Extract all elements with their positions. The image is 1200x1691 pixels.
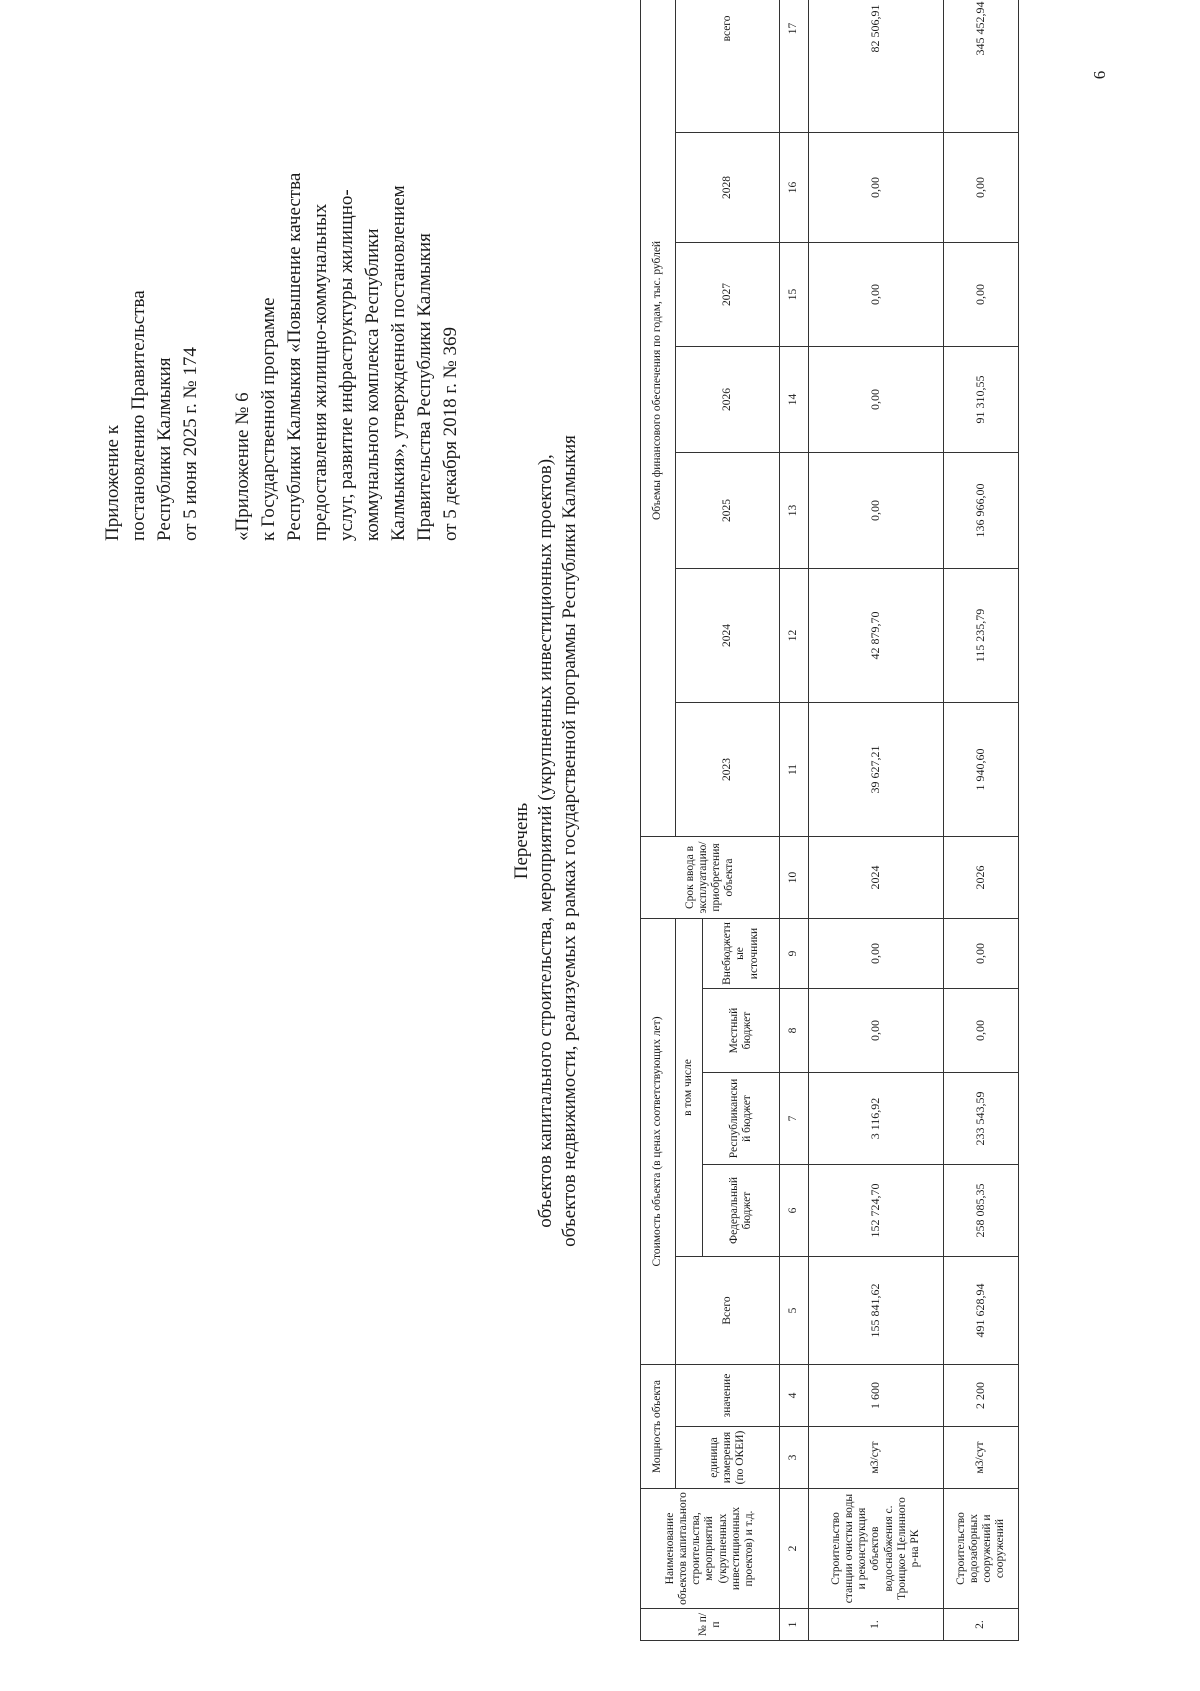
row-2026: 0,00 <box>809 346 944 452</box>
annex-line: предоставления жилищно-коммунальных <box>310 203 331 541</box>
row-num: 2. <box>944 1609 1019 1641</box>
table-row <box>944 0 1019 1641</box>
header-row <box>641 0 676 1641</box>
approval-line: от 5 июня 2025 г. № 174 <box>180 347 201 541</box>
row-unit: м3/сут <box>809 1427 944 1489</box>
annex-line: Правительства Республики Калмыкия <box>414 233 435 541</box>
header-offbudget: Внебюджетные источники <box>703 918 780 988</box>
header-total: Всего <box>676 1257 780 1365</box>
annex-line: услуг, развитие инфраструктуры жилищно- <box>336 189 357 541</box>
row-value: 2 200 <box>944 1365 1019 1427</box>
row-local: 0,00 <box>809 989 944 1073</box>
row-federal: 258 085,35 <box>944 1165 1019 1257</box>
approval-block <box>100 173 464 541</box>
row-offbudget: 0,00 <box>809 918 944 988</box>
title-line-1: Перечень <box>511 802 532 880</box>
column-numbers-row <box>780 0 809 1641</box>
header-2025: 2025 <box>676 452 780 568</box>
annex-line: от 5 декабря 2018 г. № 369 <box>440 327 461 541</box>
row-all: 82 506,91 <box>809 0 944 132</box>
col-number: 6 <box>780 1165 809 1257</box>
col-number: 8 <box>780 989 809 1073</box>
col-number: 13 <box>780 452 809 568</box>
header-term: Срок ввода в эксплуатацию/приобретения объекта <box>641 836 780 918</box>
approval-line: Республики Калмыкия <box>154 357 175 541</box>
title-line-3: объектов недвижимости, реализуемых в рамках государственной программы Республики Калмыкия <box>559 435 580 1247</box>
col-number: 2 <box>780 1489 809 1609</box>
row-2027: 0,00 <box>809 242 944 346</box>
row-total: 491 628,94 <box>944 1257 1019 1365</box>
table-row <box>809 0 944 1641</box>
row-republican: 233 543,59 <box>944 1073 1019 1165</box>
page-number: 6 <box>1090 70 1109 80</box>
header-num: № п/п <box>641 1609 780 1641</box>
approval-line: Приложение к <box>102 425 123 541</box>
row-num: 1. <box>809 1609 944 1641</box>
row-total: 155 841,62 <box>809 1257 944 1365</box>
header-cost: Стоимость объекта (в ценах соответствующих лет) <box>641 918 676 1364</box>
annex-line: к Государственной программе <box>258 297 279 541</box>
row-all: 345 452,94 <box>944 0 1019 132</box>
header-unit: единица измерения (по ОКЕИ) <box>676 1427 780 1489</box>
header-republican: Республиканский бюджет <box>703 1073 780 1165</box>
row-value: 1 600 <box>809 1365 944 1427</box>
row-term: 2024 <box>809 836 944 918</box>
row-2027: 0,00 <box>944 242 1019 346</box>
document-title <box>510 191 582 1491</box>
header-2028: 2028 <box>676 132 780 242</box>
col-number: 3 <box>780 1427 809 1489</box>
col-number: 17 <box>780 0 809 132</box>
row-name: Строительство водозаборных сооружений и сооружений <box>944 1489 1019 1609</box>
objects-table <box>640 0 1019 1641</box>
header-2026: 2026 <box>676 346 780 452</box>
header-capacity: Мощность объекта <box>641 1365 676 1489</box>
annex-line: коммунального комплекса Республики <box>362 228 383 541</box>
annex-line: Республики Калмыкия «Повышение качества <box>284 172 305 541</box>
header-row <box>676 0 703 1641</box>
row-2028: 0,00 <box>944 132 1019 242</box>
title-line-2: объектов капитального строительства, мероприятий (укрупненных инвестиционных проектов), <box>535 454 556 1228</box>
col-number: 4 <box>780 1365 809 1427</box>
header-name: Наименование объектов капитального строительства, мероприятий (укрупненных инвестиционных проектов) и т.д. <box>641 1489 780 1609</box>
row-term: 2026 <box>944 836 1019 918</box>
col-number: 7 <box>780 1073 809 1165</box>
col-number: 10 <box>780 836 809 918</box>
row-name: Строительство станции очистки воды и реконструкция объектов водоснабжения с. Троицкое Целинного р-на РК <box>809 1489 944 1609</box>
row-republican: 3 116,92 <box>809 1073 944 1165</box>
row-unit: м3/сут <box>944 1427 1019 1489</box>
header-local: Местный бюджет <box>703 989 780 1073</box>
row-2024: 115 235,79 <box>944 568 1019 702</box>
col-number: 15 <box>780 242 809 346</box>
col-number: 5 <box>780 1257 809 1365</box>
row-2023: 39 627,21 <box>809 702 944 836</box>
header-financing: Объемы финансового обеспечения по годам, тыс. рублей <box>641 0 676 836</box>
row-2028: 0,00 <box>809 132 944 242</box>
header-2027: 2027 <box>676 242 780 346</box>
row-2023: 1 940,60 <box>944 702 1019 836</box>
col-number: 12 <box>780 568 809 702</box>
row-2025: 136 966,00 <box>944 452 1019 568</box>
header-value: значение <box>676 1365 780 1427</box>
approval-spacer <box>204 173 230 541</box>
row-federal: 152 724,70 <box>809 1165 944 1257</box>
col-number: 14 <box>780 346 809 452</box>
col-number: 9 <box>780 918 809 988</box>
row-2024: 42 879,70 <box>809 568 944 702</box>
header-all: всего <box>676 0 780 132</box>
col-number: 16 <box>780 132 809 242</box>
row-local: 0,00 <box>944 989 1019 1073</box>
col-number: 11 <box>780 702 809 836</box>
header-federal: Федеральный бюджет <box>703 1165 780 1257</box>
header-2023: 2023 <box>676 702 780 836</box>
row-2026: 91 310,55 <box>944 346 1019 452</box>
row-offbudget: 0,00 <box>944 918 1019 988</box>
annex-line: «Приложение № 6 <box>232 392 253 541</box>
annex-line: Калмыкия», утвержденной постановлением <box>388 185 409 541</box>
approval-line: постановлению Правительства <box>128 290 149 541</box>
row-2025: 0,00 <box>809 452 944 568</box>
col-number: 1 <box>780 1609 809 1641</box>
header-2024: 2024 <box>676 568 780 702</box>
header-including: в том числе <box>676 918 703 1256</box>
